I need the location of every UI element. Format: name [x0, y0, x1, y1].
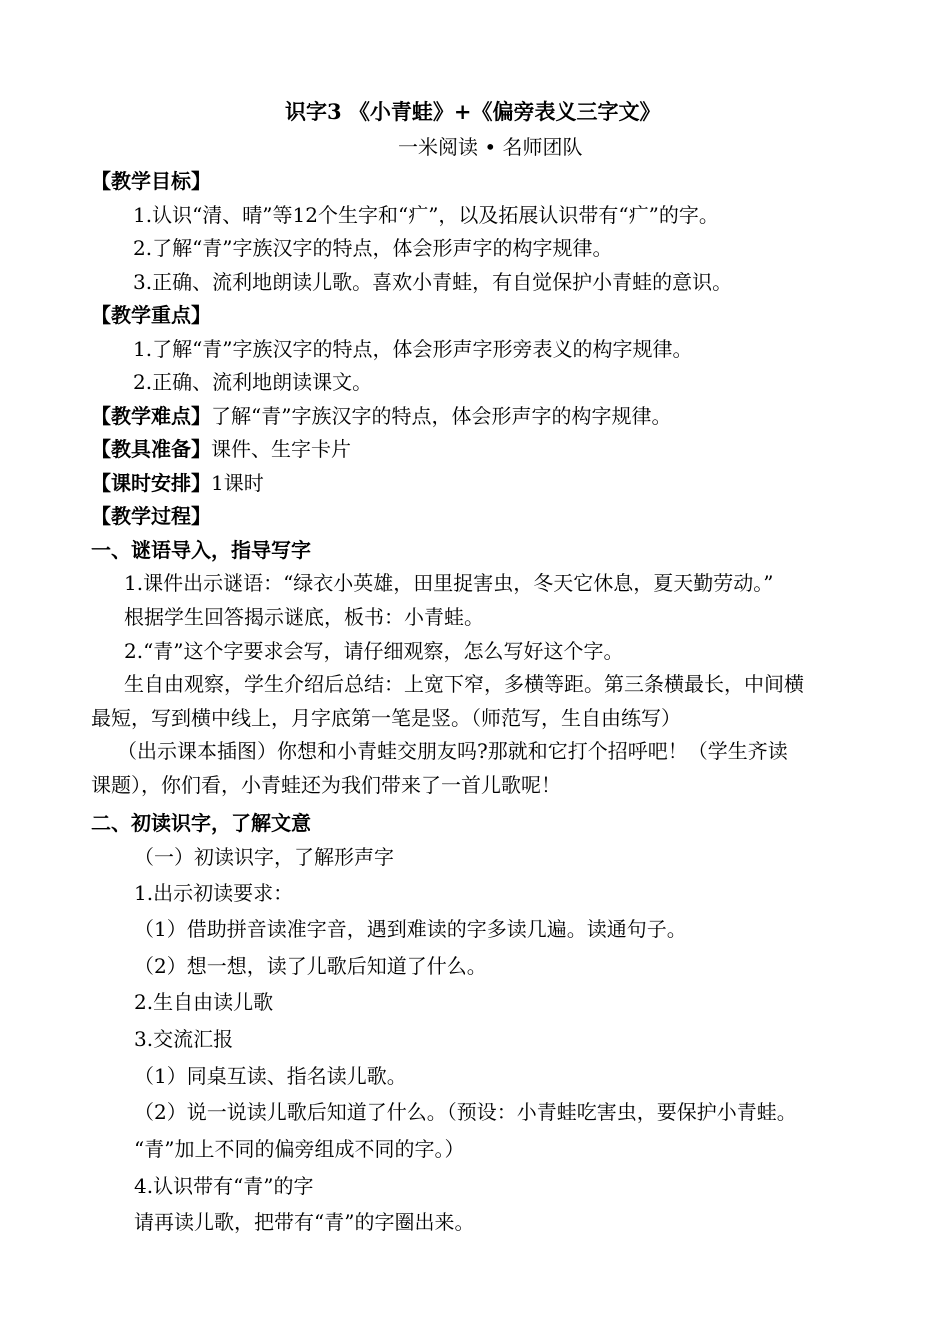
section-1-line: 1.课件出示谜语：“绿衣小英雄，田里捉害虫，冬天它休息，夏天勤劳动。”	[124, 571, 774, 595]
section-2-line: 请再读儿歌，把带有“青”的字圈出来。	[134, 1210, 475, 1234]
teaching-goal-item: 1.认识“清、晴”等12个生字和“疒”，以及拓展认识带有“疒”的字。	[133, 203, 719, 227]
section-2-line: （一）初读识字，了解形声字	[134, 845, 394, 869]
section-1-line: 生自由观察，学生介绍后总结：上宽下窄，多横等距。第三条横最长，中间横	[124, 672, 804, 696]
teaching-goal-item: 2.了解“青”字族汉字的特点，体会形声字的构字规律。	[133, 236, 613, 260]
section-2-line: “青”加上不同的偏旁组成不同的字。）	[134, 1137, 465, 1161]
section-2-line: （2）想一想，读了儿歌后知道了什么。	[134, 954, 487, 978]
section-1-line: 课题），你们看，小青蛙还为我们带来了一首儿歌呢！	[91, 773, 561, 797]
section-2-line: 1.出示初读要求：	[134, 881, 294, 905]
document-subtitle: 一米阅读 • 名师团队	[398, 135, 583, 159]
section-1-line: 根据学生回答揭示谜底，板书：小青蛙。	[124, 605, 484, 629]
teaching-goal-item: 3.正确、流利地朗读儿歌。喜欢小青蛙，有自觉保护小青蛙的意识。	[133, 270, 733, 294]
class-schedule-heading: 【课时安排】	[91, 471, 211, 495]
section-1-line: （出示课本插图）你想和小青蛙交朋友吗?那就和它打个招呼吧！（学生齐读	[117, 739, 788, 763]
section-2-line: 2.生自由读儿歌	[134, 990, 274, 1014]
teaching-difficulty-row	[91, 403, 671, 429]
section-1-heading: 一、谜语导入，指导写字	[91, 538, 311, 562]
section-2-line: 3.交流汇报	[134, 1027, 234, 1051]
teaching-focus-heading: 【教学重点】	[91, 303, 211, 327]
section-2-line: （1）借助拼音读准字音，遇到难读的字多读几遍。读通句子。	[134, 917, 687, 941]
section-2-heading: 二、初读识字，了解文意	[91, 811, 311, 835]
teaching-goals-heading: 【教学目标】	[91, 169, 211, 193]
teaching-difficulty-text: 了解“青”字族汉字的特点，体会形声字的构字规律。	[211, 404, 672, 428]
section-2-line: （2）说一说读儿歌后知道了什么。（预设：小青蛙吃害虫，要保护小青蛙。	[134, 1100, 797, 1124]
section-2-line: 4.认识带有“青”的字	[134, 1174, 314, 1198]
teaching-process-heading: 【教学过程】	[91, 504, 211, 528]
class-schedule-text: 1课时	[211, 471, 264, 495]
section-2-line: （1）同桌互读、指名读儿歌。	[134, 1064, 407, 1088]
teaching-tools-text: 课件、生字卡片	[211, 437, 351, 461]
teaching-focus-item: 2.正确、流利地朗读课文。	[133, 370, 373, 394]
teaching-difficulty-heading: 【教学难点】	[91, 404, 211, 428]
class-schedule-row	[91, 470, 264, 496]
section-1-line: 最短，写到横中线上，月字底第一笔是竖。（师范写，生自由练写）	[91, 706, 681, 730]
teaching-tools-heading: 【教具准备】	[91, 437, 211, 461]
section-1-line: 2.“青”这个字要求会写，请仔细观察，怎么写好这个字。	[124, 639, 624, 663]
document-title: 识字3 《小青蛙》+《偏旁表义三字文》	[285, 99, 661, 124]
teaching-focus-item: 1.了解“青”字族汉字的特点，体会形声字形旁表义的构字规律。	[133, 337, 693, 361]
teaching-tools-row	[91, 436, 351, 462]
